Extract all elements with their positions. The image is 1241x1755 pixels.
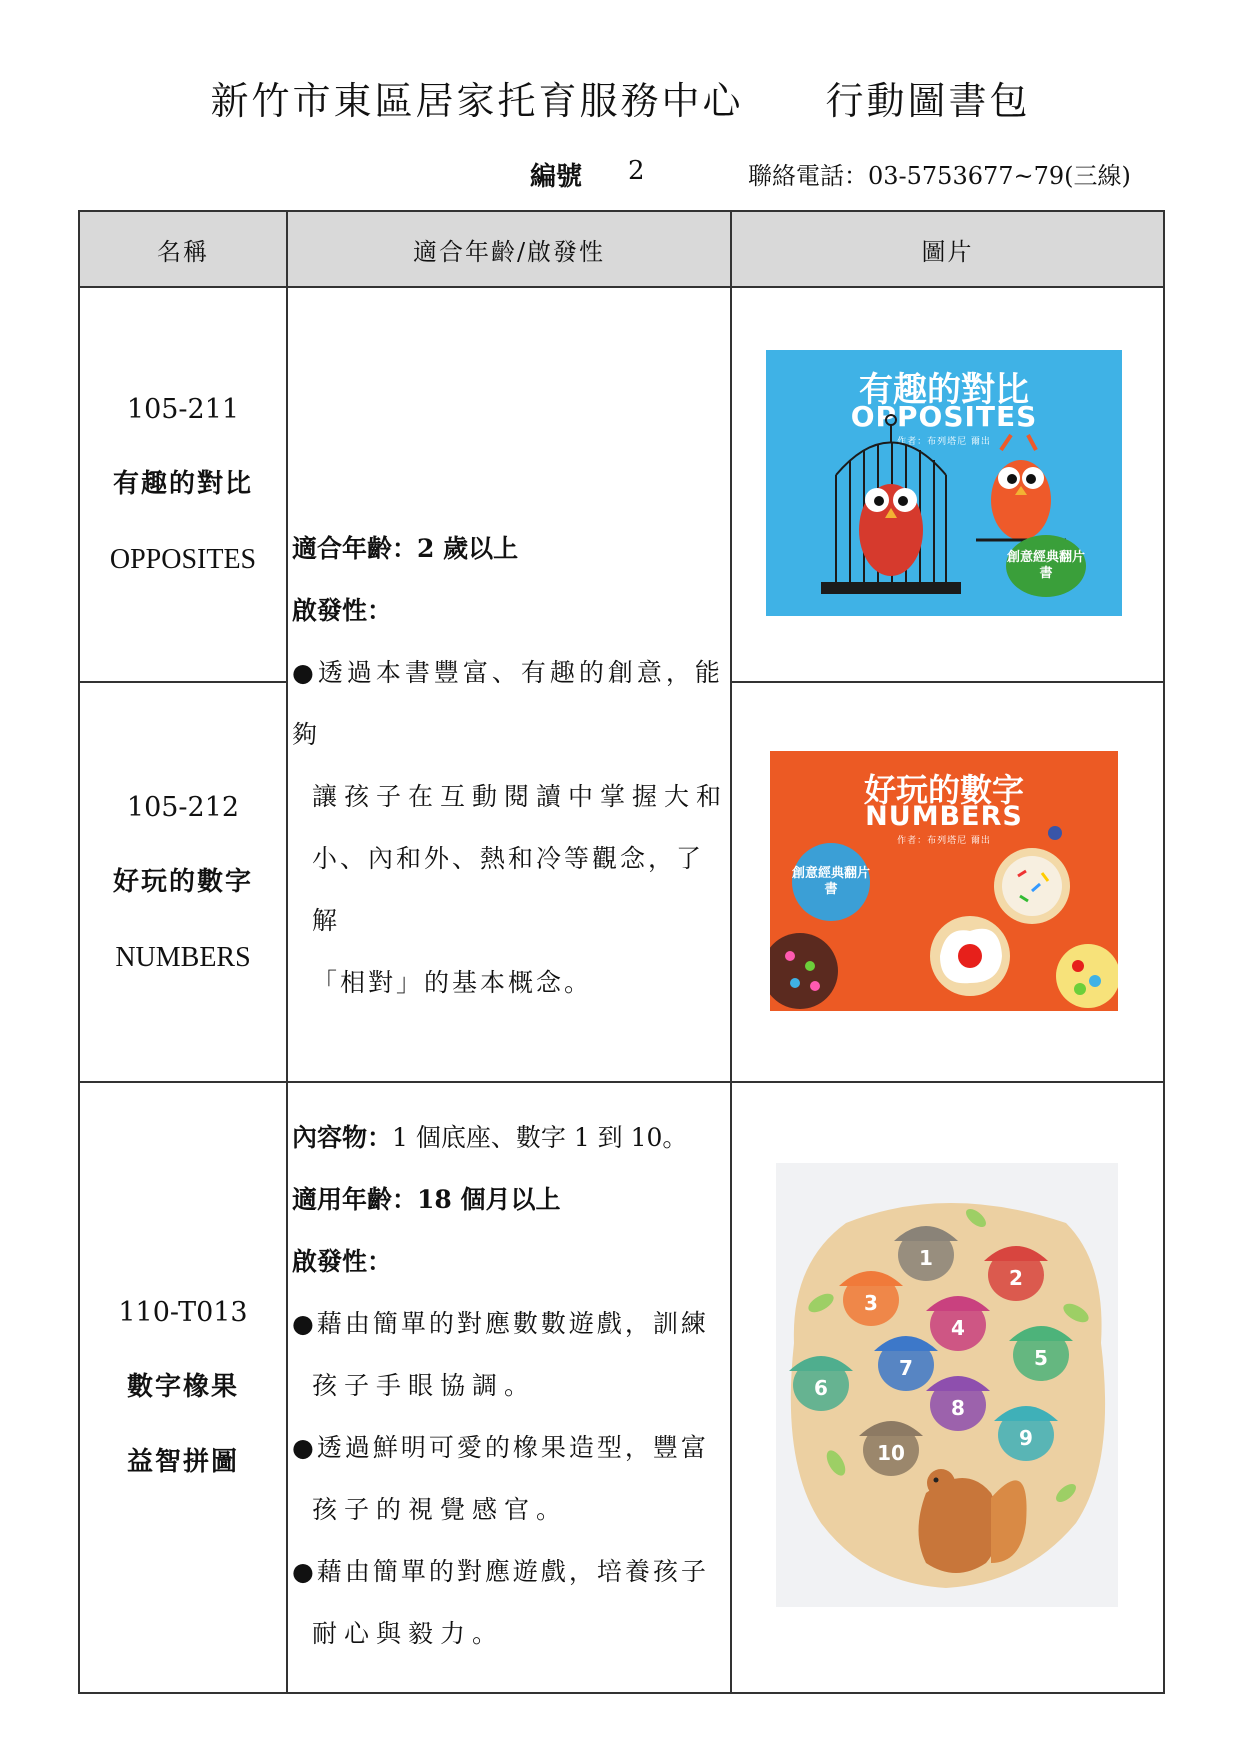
bullet-line: ●藉由簡單的對應數數遊戲，訓練 [292,1309,709,1338]
content-label: 內容物： [292,1123,393,1152]
acorn-puzzle-photo [776,1163,1118,1607]
svg-text:7: 7 [899,1356,913,1380]
bullet-line: ●透過鮮明可愛的橡果造型，豐富 [292,1433,709,1462]
inspire-label: 啟發性： [292,596,393,625]
cover-badge: 創意經典翻片書 [792,843,870,921]
svg-text:3: 3 [864,1291,878,1315]
svg-text:1: 1 [919,1246,933,1270]
svg-text:10: 10 [877,1441,905,1465]
svg-text:9: 9 [1019,1426,1033,1450]
item-name-cn: 有趣的對比 [112,469,253,499]
svg-text:4: 4 [951,1316,965,1340]
content-value: 1 個底座、數字 1 到 10。 [392,1123,688,1152]
table-header-row [79,211,1164,287]
bullet-line: 孩子的視覺感官。 [312,1495,569,1524]
description-line: 「相對」的基本概念。 [312,968,593,997]
item-name-cell [79,1082,287,1693]
cover-title-cn: 好玩的數字 [863,771,1024,809]
svg-text:6: 6 [814,1376,828,1400]
cover-author: 作者：布列塔尼 爾出 [897,836,991,846]
bullet-line: ●藉由簡單的對應遊戲，培養孩子 [292,1557,709,1586]
item-code: 105-212 [126,791,240,823]
age-value: 2 歲以上 [417,534,519,563]
book-cover-opposites [766,350,1122,616]
puzzle-description-cell [287,1082,731,1693]
column-header-picture: 圖片 [731,211,1164,287]
bullet-line: 耐心與毅力。 [312,1619,505,1648]
serial-number: 2 [628,156,645,186]
item-name-cell [79,287,287,682]
description-line: 讓孩子在互動閱讀中掌握大和 [312,782,729,811]
age-label: 適合年齡： [292,534,418,563]
cover-title-cn: 有趣的對比 [859,370,1029,410]
serial-label: 編號 [530,162,583,192]
shared-description-cell [287,287,731,1082]
picture-cell [731,287,1164,682]
acorn-puzzle-board [776,1163,1118,1607]
cover-title-en: NUMBERS [865,801,1023,832]
cover-author: 作者：布列塔尼 爾出 [897,437,991,447]
picture-cell [731,682,1164,1082]
item-code: 105-211 [126,394,240,425]
page-title: 新竹市東區居家托育服務中心 行動圖書包 [210,79,1031,123]
contact-phone: 聯絡電話：03-5753677~79(三線) [748,162,1131,190]
item-name-cn: 數字橡果 [126,1372,239,1402]
book-table [78,210,1165,1694]
item-name-cn: 益智拼圖 [126,1447,239,1477]
age-value: 18 個月以上 [417,1185,561,1214]
item-name-en: OPPOSITES [109,544,257,575]
description-line: 小、內和外、熱和冷等觀念，了解 [312,844,705,935]
age-label: 適用年齡： [292,1185,418,1214]
inspire-label: 啟發性： [292,1247,393,1276]
item-name-cell [79,682,287,1082]
svg-text:8: 8 [951,1396,965,1420]
description-line: ●透過本書豐富、有趣的創意，能夠 [292,658,724,749]
table-row [79,1082,1164,1693]
bullet-line: 孩子手眼協調。 [312,1371,537,1400]
column-header-age: 適合年齡/啟發性 [287,211,731,287]
picture-cell [731,1082,1164,1693]
item-name-cn: 好玩的數字 [112,866,253,897]
item-code: 110-T013 [118,1297,248,1328]
table-row [79,287,1164,682]
item-name-en: NUMBERS [115,941,251,973]
column-header-name: 名稱 [79,211,287,287]
cover-badge: 創意經典翻片書 [1006,535,1086,597]
cover-title-en: OPPOSITES [850,400,1038,433]
svg-text:5: 5 [1034,1346,1048,1370]
book-cover-numbers [770,751,1118,1011]
svg-text:2: 2 [1009,1266,1023,1290]
